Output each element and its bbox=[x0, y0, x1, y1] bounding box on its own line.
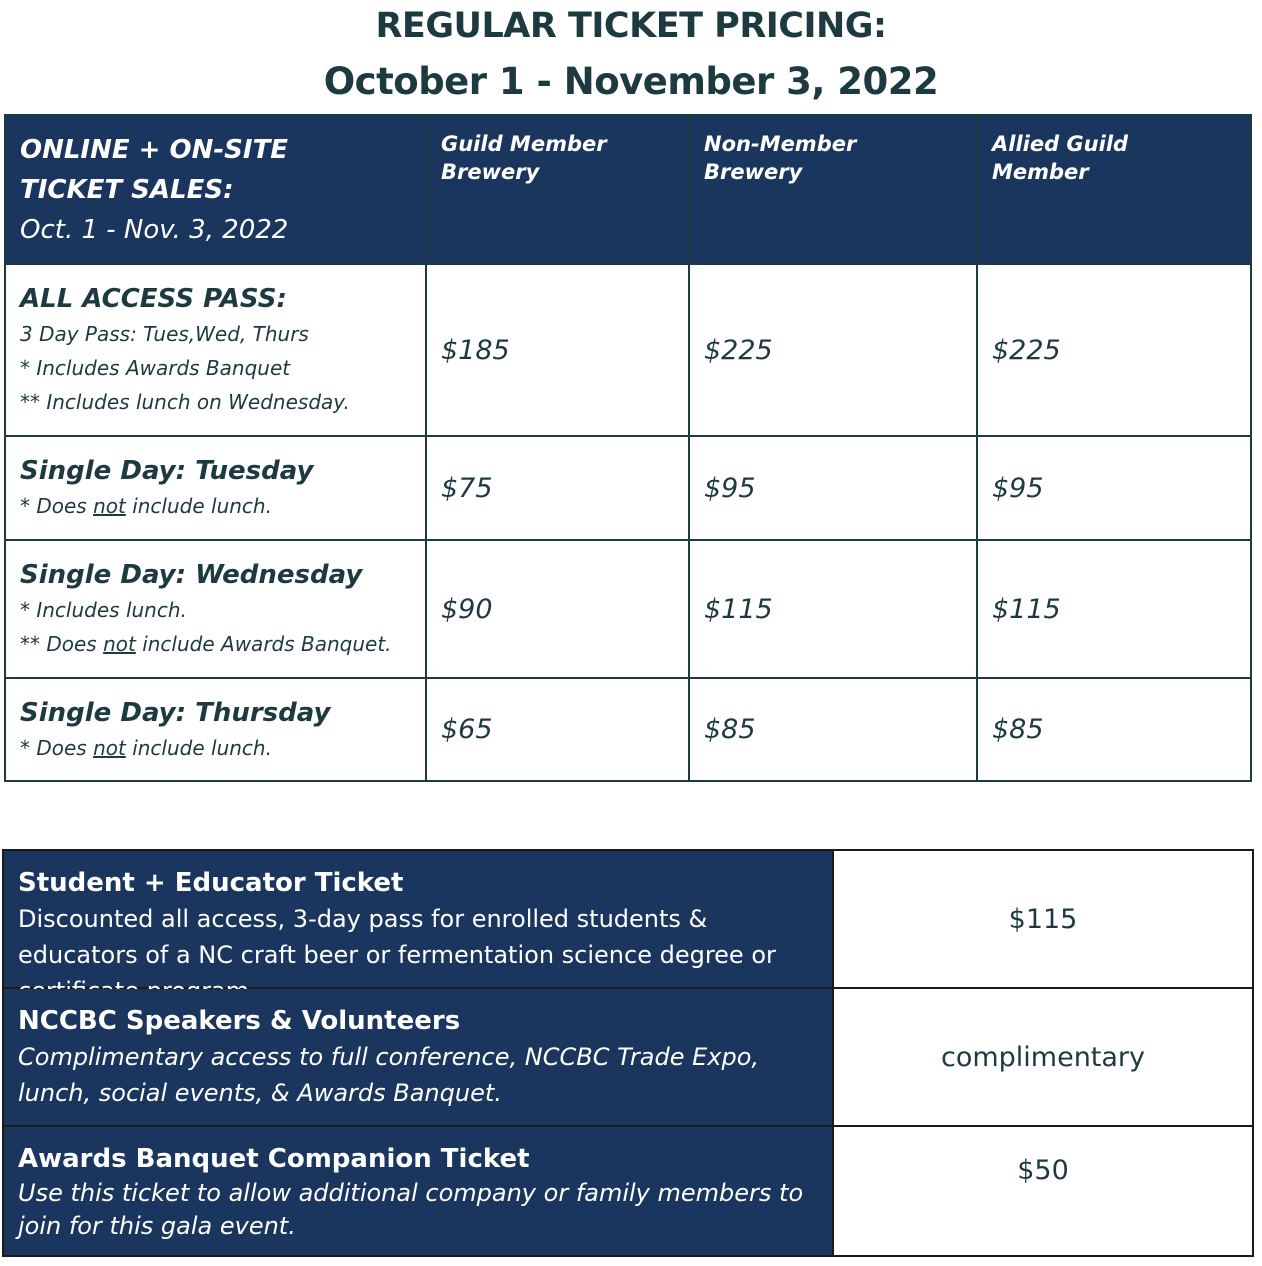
header-label-line2: TICKET SALES: bbox=[20, 175, 234, 205]
header-label-dates: Oct. 1 - Nov. 3, 2022 bbox=[20, 215, 289, 245]
row-note: 3 Day Pass: Tues,Wed, Thurs bbox=[20, 322, 309, 346]
price-cell: $65 bbox=[427, 679, 690, 782]
row-title: Single Day: Thursday bbox=[20, 698, 331, 728]
price-cell: $185 bbox=[427, 265, 690, 437]
page-title: REGULAR TICKET PRICING: bbox=[375, 6, 887, 46]
table-row bbox=[4, 1127, 1252, 1255]
column-header-line2: Member bbox=[992, 160, 1089, 184]
row-title: Single Day: Tuesday bbox=[20, 456, 314, 486]
special-tickets-table bbox=[2, 849, 1254, 1257]
row-note: ** Includes lunch on Wednesday. bbox=[20, 390, 350, 414]
price-cell: $95 bbox=[690, 437, 978, 541]
row-tuesday-label bbox=[4, 437, 427, 541]
row-title: ALL ACCESS PASS: bbox=[20, 284, 287, 314]
column-header-allied-guild bbox=[978, 114, 1252, 265]
column-header-line1: Allied Guild bbox=[992, 132, 1129, 156]
special-ticket-label bbox=[4, 989, 834, 1125]
special-ticket-price: $115 bbox=[1008, 903, 1078, 935]
special-ticket-title: Awards Banquet Companion Ticket bbox=[18, 1144, 530, 1174]
special-ticket-title: NCCBC Speakers & Volunteers bbox=[18, 1006, 461, 1036]
special-ticket-desc: Use this ticket to allow additional company or family members to join for this gala event. bbox=[18, 1179, 804, 1240]
price-cell: $225 bbox=[690, 265, 978, 437]
column-header-line1: Non-Member bbox=[704, 132, 857, 156]
column-header-line2: Brewery bbox=[441, 160, 540, 184]
column-header-guild-member bbox=[427, 114, 690, 265]
special-ticket-price: $50 bbox=[1017, 1155, 1069, 1186]
regular-pricing-table bbox=[4, 114, 1252, 781]
table-header-label bbox=[4, 114, 427, 265]
price-cell: $115 bbox=[690, 541, 978, 679]
row-thursday-label bbox=[4, 679, 427, 782]
row-note: * Includes lunch. bbox=[20, 598, 187, 622]
special-ticket-price: complimentary bbox=[940, 1041, 1146, 1073]
page-subtitle-dates: October 1 - November 3, 2022 bbox=[323, 60, 939, 103]
row-title: Single Day: Wednesday bbox=[20, 560, 363, 590]
price-cell: $75 bbox=[427, 437, 690, 541]
header-label-line1: ONLINE + ON-SITE bbox=[20, 135, 289, 165]
price-cell: $90 bbox=[427, 541, 690, 679]
column-header-line1: Guild Member bbox=[441, 132, 607, 156]
table-row bbox=[4, 989, 1252, 1127]
special-ticket-label bbox=[4, 851, 834, 987]
row-note: * Includes Awards Banquet bbox=[20, 356, 291, 380]
special-ticket-label bbox=[4, 1127, 834, 1255]
table-row bbox=[4, 851, 1252, 989]
column-header-non-member bbox=[690, 114, 978, 265]
price-cell: $225 bbox=[978, 265, 1252, 437]
price-cell: $85 bbox=[978, 679, 1252, 782]
column-header-line2: Brewery bbox=[704, 160, 803, 184]
special-ticket-desc: Complimentary access to full conference, NCCBC Trade Expo, lunch, social events, & Awards Banquet. bbox=[18, 1043, 760, 1107]
special-ticket-title: Student + Educator Ticket bbox=[18, 868, 404, 898]
row-note: * Does not include lunch. bbox=[20, 494, 272, 518]
price-cell: $95 bbox=[978, 437, 1252, 541]
row-wednesday-label bbox=[4, 541, 427, 679]
special-ticket-desc: Discounted all access, 3-day pass for enrolled students & educators of a NC craft beer or fermentation science degree or bbox=[18, 905, 776, 969]
price-cell: $115 bbox=[978, 541, 1252, 679]
price-cell: $85 bbox=[690, 679, 978, 782]
row-note: ** Does not include Awards Banquet. bbox=[20, 632, 392, 656]
row-note: * Does not include lunch. bbox=[20, 736, 272, 760]
row-all-access-label bbox=[4, 265, 427, 437]
